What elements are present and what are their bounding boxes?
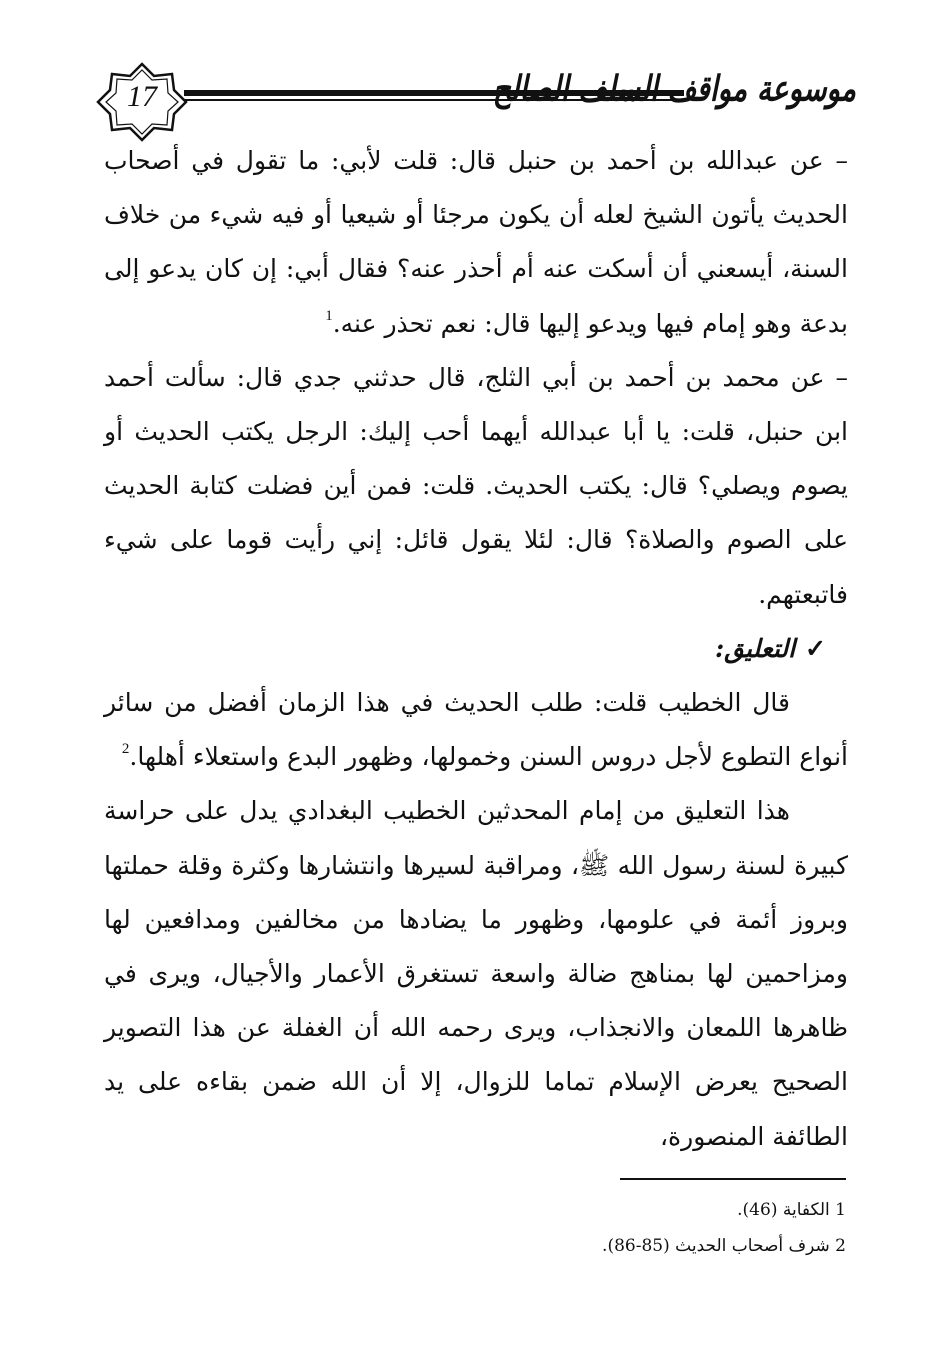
page-header — [96, 62, 856, 142]
footnotes — [500, 1192, 846, 1264]
paragraph-4-text: هذا التعليق من إمام المحدثين الخطيب البغدادي يدل على حراسة كبيرة لسنة رسول الله ﷺ، ومراقبة لسيرها وانتشارها وكثرة وقلة حملتها وبروز أئمة في علومها، وظهور ما يضادها من مخالفين ومدافعين لها ومزاحمين لها بمناهج ضالة واسعة تستغرق الأعمار والأجيال، ويرى في ظاهرها اللمعان والانجذاب، ويرى رحمه الله أن الغفلة عن هذا التصوير الصحيح يعرض الإسلام تماما للزوال، إلا أن الله ضمن بقاءه على يد الطائفة المنصورة، — [104, 796, 848, 1151]
checkmark-icon: ✓ — [805, 633, 826, 663]
section-heading — [104, 622, 848, 676]
footnote-1-text: الكفاية (46). — [737, 1200, 830, 1220]
paragraph-2-text: – عن محمد بن أحمد بن أبي الثلج، قال حدثني جدي قال: سألت أحمد ابن حنبل، قلت: يا أبا عبدالله أيهما أحب إليك: الرجل يكتب الحديث أو يصوم ويصلي؟ قال: يكتب الحديث. قلت: فمن أين فضلت كتابة الحديث على الصوم والصلاة؟ قال: لئلا يقول قائل: إني رأيت قوما على شيء فاتبعتهم. — [104, 362, 848, 609]
footnote-separator — [620, 1178, 846, 1180]
footnote-2-text: شرف أصحاب الحديث (85-86). — [602, 1236, 830, 1256]
paragraph-3 — [104, 676, 848, 784]
footnote-1 — [500, 1192, 846, 1228]
page-number: 17 — [127, 80, 157, 113]
footnote-2 — [500, 1228, 846, 1264]
footnote-2-number: 2 — [835, 1236, 846, 1256]
paragraph-2 — [104, 351, 848, 622]
paragraph-3-text: قال الخطيب قلت: طلب الحديث في هذا الزمان أفضل من سائر أنواع التطوع لأجل دروس السنن وخمولها، وظهور البدع واستعلاء أهلها. — [104, 688, 848, 772]
footnote-1-number: 1 — [835, 1200, 846, 1220]
main-text — [104, 134, 848, 1164]
page-number-badge — [96, 62, 188, 142]
footnote-ref-2[interactable]: 2 — [121, 741, 130, 758]
paragraph-1-text: – عن عبدالله بن أحمد بن حنبل قال: قلت لأبي: ما تقول في أصحاب الحديث يأتون الشيخ لعله أن يكون مرجئا أو شيعيا أو فيه شيء من خلاف السنة، أيسعني أن أسكت عنه أم أحذر عنه؟ فقال أبي: إن كان يدعو إلى بدعة وهو إمام فيها ويدعو إليها قال: نعم تحذر عنه. — [104, 146, 848, 338]
section-heading-text: التعليق: — [714, 633, 796, 663]
paragraph-1 — [104, 134, 848, 351]
series-title: موسوعة مواقف السلف الصالح — [492, 68, 856, 110]
paragraph-4 — [104, 784, 848, 1163]
footnote-ref-1[interactable]: 1 — [325, 307, 333, 324]
